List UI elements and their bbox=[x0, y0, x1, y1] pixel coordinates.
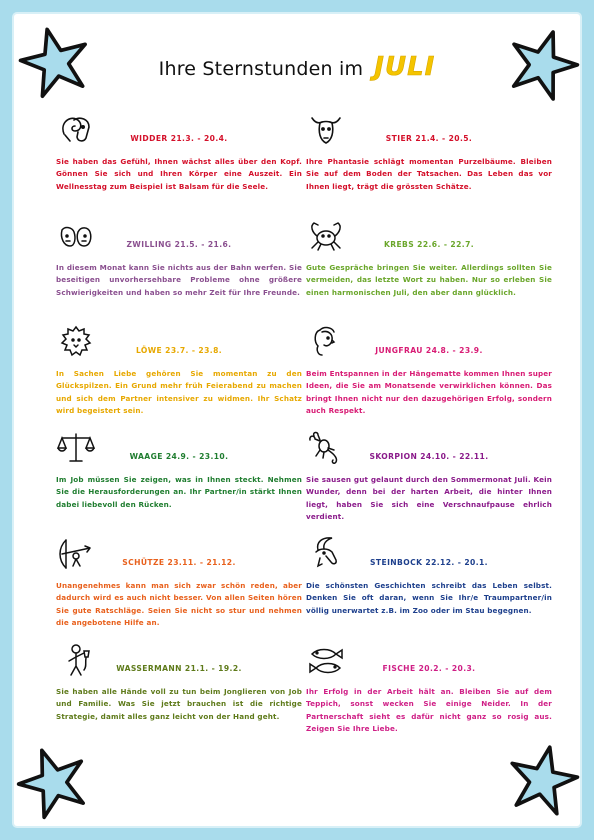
sign-loewe bbox=[56, 322, 302, 417]
star-icon bbox=[499, 735, 587, 823]
sign-skorpion bbox=[306, 428, 552, 523]
sign-steinbock bbox=[306, 534, 552, 617]
sign-text: Sie sausen gut gelaunt durch den Sommermonat Juli. Kein Wunder, denn bei der harten Arbeit, die hinter Ihnen liegt, haben Sie sich eine Verschnaufpause ehrlich verdient. bbox=[306, 475, 552, 521]
ram-icon bbox=[56, 110, 96, 150]
sign-name: ZWILLING 21.5. - 21.6. bbox=[126, 240, 232, 249]
scorpion-icon bbox=[306, 428, 346, 468]
sign-waage bbox=[56, 428, 302, 511]
sign-name: STIER 21.4. - 20.5. bbox=[385, 134, 473, 143]
sign-name: WAAGE 24.9. - 23.10. bbox=[129, 452, 229, 461]
sign-widder bbox=[56, 110, 302, 193]
sign-name: SCHÜTZE 23.11. - 21.12. bbox=[122, 558, 236, 567]
bull-icon bbox=[306, 110, 346, 150]
sign-text: Sie haben alle Hände voll zu tun beim Jonglieren von Job und Familie. Was Sie jetzt brauchen ist die richtige Strategie, damit alles ganz leicht von der Hand geht. bbox=[56, 687, 302, 721]
sign-name: WASSERMANN 21.1. - 19.2. bbox=[116, 664, 242, 673]
water-carrier-icon bbox=[56, 640, 96, 680]
scales-icon bbox=[56, 428, 96, 468]
sign-schuetze bbox=[56, 534, 302, 629]
sign-text: Die schönsten Geschichten schreibt das Leben selbst. Denken Sie oft daran, wenn Sie Ihr/e Traumpartner/in völlig unerwartet z.B. im Zoo oder im Stau begegnen. bbox=[306, 581, 552, 615]
sign-name: LÖWE 23.7. - 23.8. bbox=[135, 346, 223, 355]
sign-krebs bbox=[306, 216, 552, 299]
sign-fische bbox=[306, 640, 552, 735]
archer-icon bbox=[56, 534, 96, 574]
fish-icon bbox=[306, 640, 346, 680]
sign-zwilling bbox=[56, 216, 302, 299]
sign-jungfrau bbox=[306, 322, 552, 417]
sign-name: WIDDER 21.3. - 20.4. bbox=[130, 134, 228, 143]
sign-text: Unangenehmes kann man sich zwar schön reden, aber dadurch wird es auch nicht besser. Von allen Seiten hören Sie gute Ratschläge. Seien Sie nicht so stur und nehmen die angebotene Hilfe an. bbox=[56, 581, 302, 627]
lion-icon bbox=[56, 322, 96, 362]
sign-text: Im Job müssen Sie zeigen, was in Ihnen steckt. Nehmen Sie die Herausforderungen an. Ihr Partner/in stärkt Ihnen dabei liebevoll den Rücken. bbox=[56, 475, 302, 509]
title-text: Ihre Sternstunden im bbox=[158, 58, 364, 80]
sign-name: FISCHE 20.2. - 20.3. bbox=[382, 664, 476, 673]
title-month: JULI bbox=[374, 52, 436, 82]
crab-icon bbox=[306, 216, 346, 256]
page-title bbox=[0, 52, 594, 82]
sign-wassermann bbox=[56, 640, 302, 723]
ibex-icon bbox=[306, 534, 346, 574]
twins-icon bbox=[56, 216, 96, 256]
sign-text: In diesem Monat kann Sie nichts aus der Bahn werfen. Sie beseitigen unvorhersehbare Probleme ohne größere Schwierigkeiten und haben so mehr Zeit für Ihre Freunde. bbox=[56, 263, 302, 297]
sign-text: Ihre Phantasie schlägt momentan Purzelbäume. Bleiben Sie auf dem Boden der Tatsachen. Das Leben das vor Ihnen liegt, trägt die grössten Schätze. bbox=[306, 157, 552, 191]
sign-text: Beim Entspannen in der Hängematte kommen Ihnen super Ideen, die Sie am Monatsende verwirklichen können. Das bringt Ihnen nicht nur den dazugehörigen Erfolg, sondern auch Respekt. bbox=[306, 369, 552, 415]
sign-stier bbox=[306, 110, 552, 193]
sign-name: SKORPION 24.10. - 22.11. bbox=[369, 452, 489, 461]
sign-name: KREBS 22.6. - 22.7. bbox=[383, 240, 475, 249]
sign-name: STEINBOCK 22.12. - 20.1. bbox=[370, 558, 488, 567]
sign-text: In Sachen Liebe gehören Sie momentan zu den Glückspilzen. Ein Grund mehr früh Feierabend zu machen und sich dem Partner intensiver zu widmen. Ihr Schatz wird begeistert sein. bbox=[56, 369, 302, 415]
sign-text: Sie haben das Gefühl, Ihnen wächst alles über den Kopf. Gönnen Sie sich und Ihren Körper eine Auszeit. Ein Wellnesstag zum Beispiel ist Balsam für die Seele. bbox=[56, 157, 302, 191]
virgin-icon bbox=[306, 322, 346, 362]
sign-name: JUNGFRAU 24.8. - 23.9. bbox=[375, 346, 483, 355]
sign-text: Gute Gespräche bringen Sie weiter. Allerdings sollten Sie vermeiden, das letzte Wort zu haben. Nur so erleben Sie einen harmonischen Juli, den aber dann glücklich. bbox=[306, 263, 552, 297]
sign-text: Ihr Erfolg in der Arbeit hält an. Bleiben Sie auf dem Teppich, sonst wecken Sie einige Neider. In der Partnerschaft sieht es dafür nicht ganz so rosig aus. Zeigen Sie Ihre Liebe. bbox=[306, 687, 552, 733]
